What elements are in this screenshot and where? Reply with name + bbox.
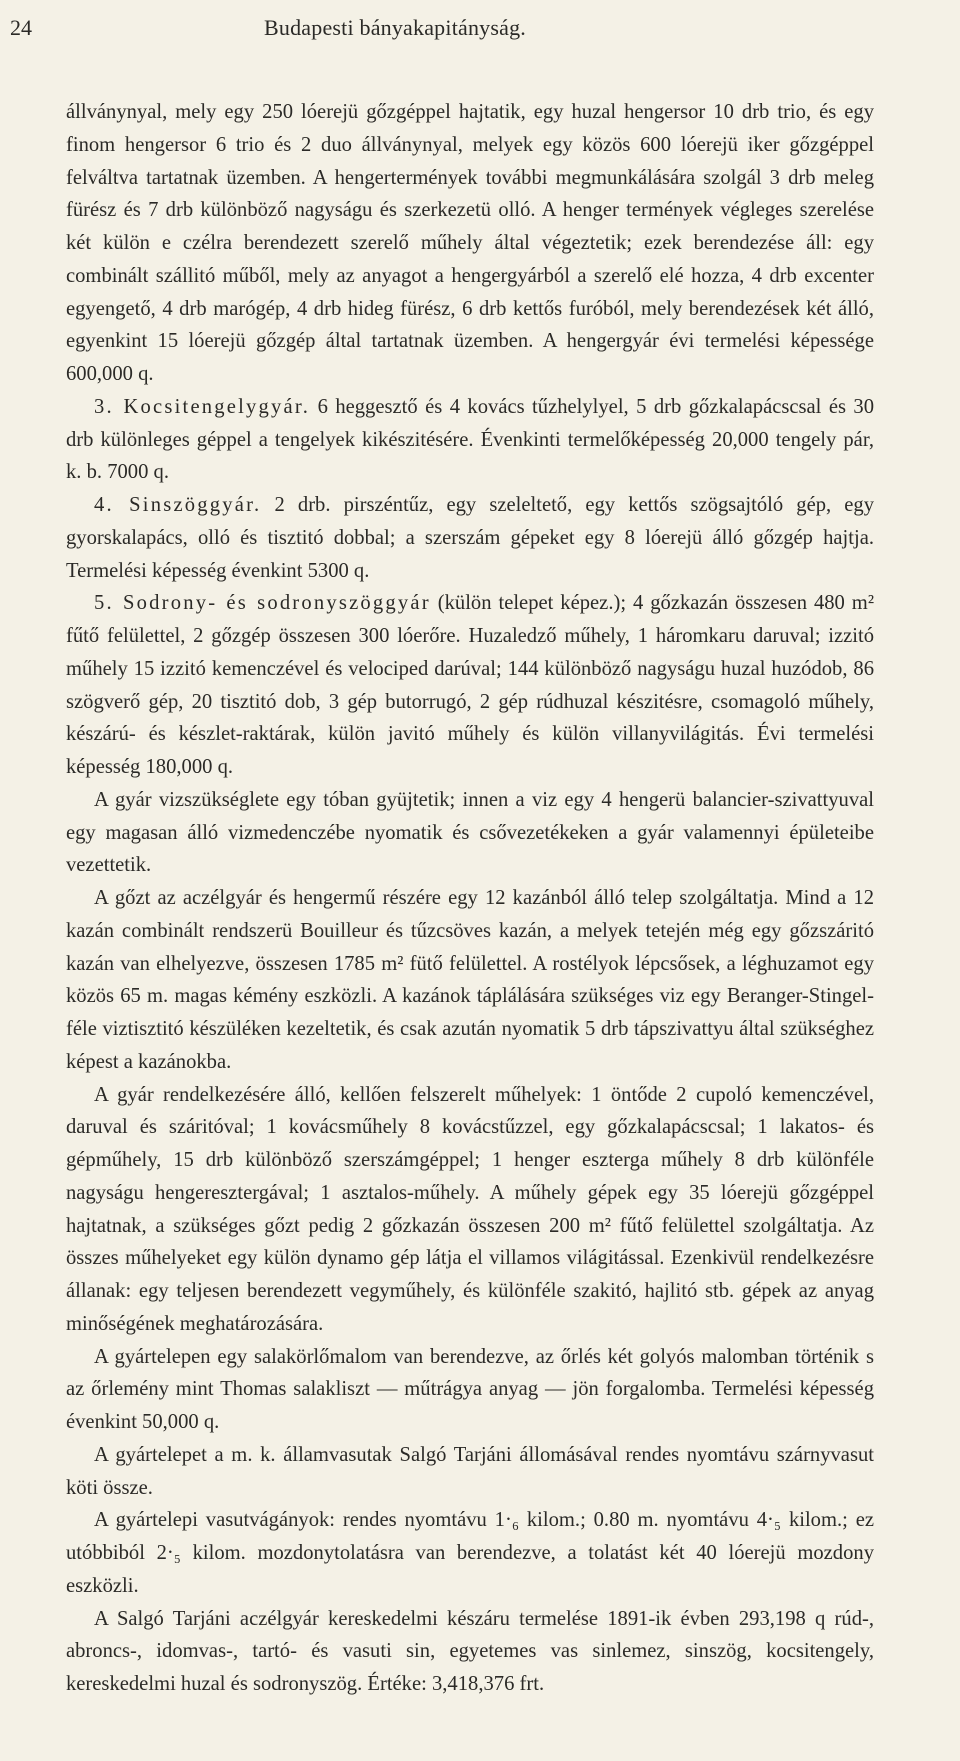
section-heading-sodronygyar: 5. Sodrony- és sodronyszöggyár bbox=[94, 592, 431, 615]
paragraph-text: 2 drb. pirszéntűz, egy szeleltető, egy kettős szögsajtóló gép, egy gyorskalapács, olló és tisztitó dobbal; a szerszám gépeket egy 8 lóerejü álló gőzgép hajtja. Termelési képesség évenkint 5300 q. bbox=[66, 494, 874, 582]
paragraph-gozellatas bbox=[66, 882, 874, 1079]
paragraph-szarnyvasut bbox=[66, 1439, 874, 1505]
paragraph-hengermu-continued bbox=[66, 96, 874, 391]
paragraph-termeles-1891 bbox=[66, 1603, 874, 1701]
paragraph-text: A gyár rendelkezésére álló, kellően felszerelt műhelyek: 1 öntőde 2 cupoló kemenczével, daruval és száritóval; 1 kovácsműhely 8 kovácstűzzel, egy gőzkalapácscsal; 1 lakatos- és gépműhely, 15 drb különböző szerszámgéppel; 1 henger eszterga műhely 8 drb különféle nagyságu hengeresztergával; 1 asztalos-műhely. A műhely gépek egy 35 lóerejü gőzgéppel hajtatnak, a szükséges gőzt pedig 2 gőzkazán összesen 200 m² fűtő felülettel szolgáltatja. Az összes műhelyeket egy külön dynamo gép látja el villamos világitással. Ezenkivül rendelkezésre állanak: egy teljesen berendezett vegyműhely, és különféle szakitó, hajlitó stb. gépek az anyag minőségének meghatározására. bbox=[66, 1083, 874, 1335]
paragraph-sodronygyar bbox=[66, 587, 874, 784]
paragraph-vizszukseglet bbox=[66, 784, 874, 882]
paragraph-text: A gőzt az aczélgyár és hengermű részére egy 12 kazánból álló telep szolgáltatja. Mind a 12 kazán combinált rendszerü Bouilleur és tűzcsöves kazán, a melyek tetején még egy gőzszáritó kazán van elhelyezve, összesen 1785 m² fütő felülettel. A rostélyok lépcsősek, a léghuzamot egy közös 65 m. magas kémény eszközli. A kazánok táplálására szükséges viz egy Beranger-Stingel-féle viztisztitó készüléken kezeltetik, és csak azután nyomatik 5 drb tápszivattyu által szükséghez képest a kazánokba. bbox=[66, 887, 874, 1073]
paragraph-text: A gyártelepi vasutvágányok: rendes nyomtávu 1·₆ kilom.; 0.80 m. nyomtávu 4·₅ kilom.; ez utóbbiból 2·₅ kilom. mozdonytolatásra van berendezve, a tolatást két 40 lóerejü mozdony eszközli. bbox=[66, 1509, 874, 1597]
paragraph-text: A gyártelepen egy salakörlőmalom van berendezve, az őrlés két golyós malomban történik s az őrlemény mint Thomas salakliszt — műtrágya anyag — jön forgalomba. Termelési képesség évenkint 50,000 q. bbox=[66, 1345, 874, 1433]
body-text bbox=[66, 96, 874, 1701]
paragraph-text: A Salgó Tarjáni aczélgyár kereskedelmi készáru termelése 1891-ik évben 293,198 q rúd-, abroncs-, idomvas-, tartó- és vasuti sin, egyetemes vas sinlemez, sinszög, kocsitengely, kereskedelmi huzal és sodronyszög. Értéke: 3,418,376 frt. bbox=[66, 1607, 874, 1695]
running-title: Budapesti bányakapitányság. bbox=[264, 15, 526, 40]
paragraph-sinszoggyar bbox=[66, 489, 874, 587]
running-head bbox=[10, 12, 874, 44]
paragraph-text: A gyár vizszükséglete egy tóban gyüjtetik; innen a viz egy 4 hengerü balancier-szivattyuval egy magasan álló vizmedenczébe nyomatik és csővezetékeken a gyár valamennyi épületeibe vezettetik. bbox=[66, 788, 874, 877]
paragraph-text: A gyártelepet a m. k. államvasutak Salgó Tarjáni állomásával rendes nyomtávu szárnyvasut köti össze. bbox=[66, 1443, 874, 1499]
paragraph-vasutvaganyok bbox=[66, 1504, 874, 1602]
paragraph-salakorlomalom bbox=[66, 1341, 874, 1439]
paragraph-kocsitengelygyar bbox=[66, 391, 874, 489]
paragraph-muhelyek bbox=[66, 1079, 874, 1341]
page-number: 24 bbox=[10, 15, 32, 40]
paragraph-text: állványnyal, mely egy 250 lóerejü gőzgéppel hajtatik, egy huzal hengersor 10 drb trio, és egy finom hengersor 6 trio és 2 duo állványnyal, melyek egy közös 600 lóerejü iker gőzgéppel felváltva tartatnak üzemben. A hengertermények további megmunkálására szolgál 3 drb meleg fürész és 7 drb különböző nagyságu és szerkezetü olló. A henger termények végleges szerelése két külön e czélra berendezett szerelő műhely által végeztetik; ezek berendezése áll: egy combinált szállitó műből, mely az anyagot a hengergyárból a szerelő elé hozza, 4 drb excenter egyengető, 4 drb marógép, 4 drb hideg fürész, 6 drb kettős furóból, mely berendezések két álló, egyenkint 15 lóerejü gőzgép által tartatnak üzemben. A hengergyár évi termelési képessége 600,000 q. bbox=[66, 101, 874, 385]
section-heading-sinszoggyar: 4. Sinszöggyár. bbox=[94, 494, 262, 516]
section-heading-kocsitengelygyar: 3. Kocsitengelygyár. bbox=[94, 395, 311, 418]
paragraph-text: 6 heggesztő és 4 kovács tűzhelylyel, 5 drb gőzkalapácscsal és 30 drb különleges géppel a tengelyek kikészitésére. Évenkinti termelőképesség 20,000 tengely pár, k. b. 7000 q. bbox=[66, 395, 875, 484]
paragraph-text: (külön telepet képez.); 4 gőzkazán összesen 480 m² fűtő felülettel, 2 gőzgép összesen 300 lóerőre. Huzaledző műhely, 1 háromkaru daruval; izzitó műhely 15 izzitó kemenczével és velociped darúval; 144 különböző nagyságu huzal huzódob, 86 szögverő gép, 20 tisztitó dob, 3 gép butorrugó, 2 gép rúdhuzal készitésre, csomagoló műhely, készárú- és készlet-raktárak, külön javitó műhely és külön villanyvilágitás. Évi termelési képesség 180,000 q. bbox=[66, 592, 874, 778]
